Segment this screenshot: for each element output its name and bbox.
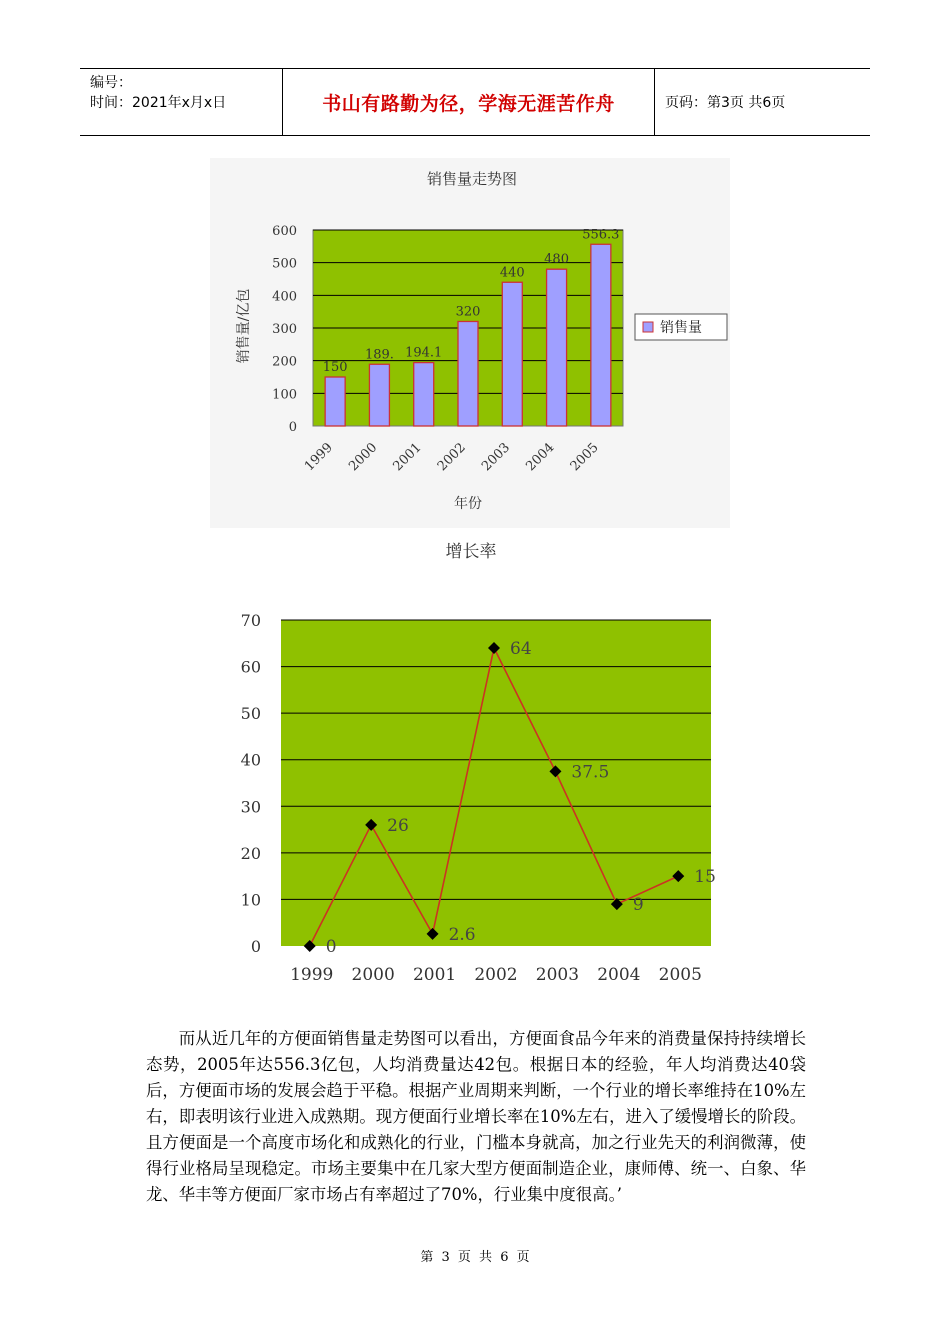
- bar: [458, 321, 478, 426]
- data-label: 37.5: [571, 762, 610, 783]
- bar: [502, 282, 522, 426]
- bar: [325, 377, 345, 426]
- data-label: 9: [632, 895, 644, 916]
- growth-chart-svg: [225, 530, 735, 1000]
- legend-label: 销售量: [660, 320, 702, 336]
- x-tick-label: 2001: [390, 440, 425, 475]
- y-tick-label: 600: [272, 224, 297, 239]
- data-label: 320: [455, 304, 481, 320]
- x-tick-label: 2005: [567, 440, 602, 475]
- y-tick-label: 50: [240, 704, 261, 724]
- x-axis-label: 年份: [454, 496, 482, 512]
- number-label: 编号：: [90, 75, 132, 91]
- y-tick-label: 300: [272, 322, 297, 337]
- data-label: 150: [322, 360, 348, 375]
- x-tick-label: 2002: [474, 965, 518, 985]
- x-tick-label: 1999: [301, 440, 336, 475]
- y-tick-label: 400: [272, 289, 297, 305]
- growth-rate-chart: [225, 530, 735, 1004]
- plot-area: [281, 620, 711, 946]
- x-tick-label: 2004: [523, 440, 558, 475]
- x-tick-label: 1999: [290, 965, 334, 985]
- time-label: 时间：2021年x月x日: [90, 95, 227, 111]
- y-tick-label: 100: [272, 387, 297, 403]
- data-label: 194.1: [405, 345, 443, 361]
- data-label: 15: [694, 867, 716, 888]
- header-table: [80, 68, 870, 136]
- y-tick-label: 10: [240, 890, 261, 910]
- y-tick-label: 60: [240, 657, 261, 677]
- y-tick-label: 30: [240, 797, 261, 817]
- motto: 书山有路勤为径，学海无涯苦作舟: [282, 69, 655, 135]
- data-label: 2.6: [448, 924, 476, 945]
- x-tick-label: 2000: [351, 965, 395, 985]
- y-tick-label: 40: [240, 750, 261, 770]
- y-axis-label: 销售量/亿包: [236, 288, 252, 364]
- y-tick-label: 20: [240, 843, 261, 863]
- x-tick-label: 2001: [412, 965, 457, 985]
- bar: [369, 364, 389, 426]
- x-tick-label: 2002: [434, 440, 469, 475]
- sales-trend-chart: [210, 158, 730, 532]
- x-tick-label: 2000: [346, 440, 381, 475]
- data-label: 480: [544, 252, 569, 268]
- data-label: 189.: [364, 347, 394, 363]
- y-tick-label: 200: [272, 354, 297, 370]
- data-label: 64: [510, 638, 532, 659]
- chart-title: 销售量走势图: [426, 170, 518, 188]
- data-label: 556.3: [582, 227, 620, 243]
- x-tick-label: 2003: [479, 440, 514, 475]
- bar: [547, 269, 567, 426]
- x-tick-label: 2005: [658, 965, 702, 985]
- sales-chart-svg: [210, 158, 730, 528]
- y-tick-label: 0: [250, 937, 261, 956]
- data-label: 0: [325, 937, 337, 957]
- page-footer: 第 3 页 共 6 页: [420, 1250, 530, 1265]
- page-info: 页码：第3页 共6页: [665, 95, 786, 111]
- y-tick-label: 70: [240, 611, 261, 630]
- header-left-cell: [80, 69, 282, 135]
- body-paragraph: 而从近几年的方便面销售量走势图可以看出，方便面食品今年来的消费量保持持续增长态势，2005年达556.3亿包，人均消费量达42包。根据日本的经验，年人均消费达40袋后，方便面市场的发展会趋于平稳。根据产业周期来判断，一个行业的增长率维持在10%左右，即表明该行业进入成熟期。现方便面行业增长率在10%左右，进入了缓慢增长的阶段。且方便面是一个高度市场化和成熟化的行业，门槛本身就高，加之行业先天的利润微薄，使得行业格局呈现稳定。市场主要集中在几家大型方便面制造企业，康师傅、统一、白象、华龙、华丰等方便面厂家市场占有率超过了70%，行业集中度很高。’: [146, 1029, 806, 1204]
- x-tick-label: 2003: [535, 965, 580, 985]
- legend-swatch: [643, 322, 653, 332]
- y-tick-label: 0: [288, 420, 297, 435]
- chart-title: 增长率: [445, 542, 497, 562]
- bar: [591, 244, 611, 426]
- bar: [414, 363, 434, 426]
- data-label: 440: [499, 265, 525, 281]
- data-label: 26: [387, 815, 409, 836]
- x-tick-label: 2004: [597, 965, 641, 985]
- y-tick-label: 500: [272, 256, 297, 272]
